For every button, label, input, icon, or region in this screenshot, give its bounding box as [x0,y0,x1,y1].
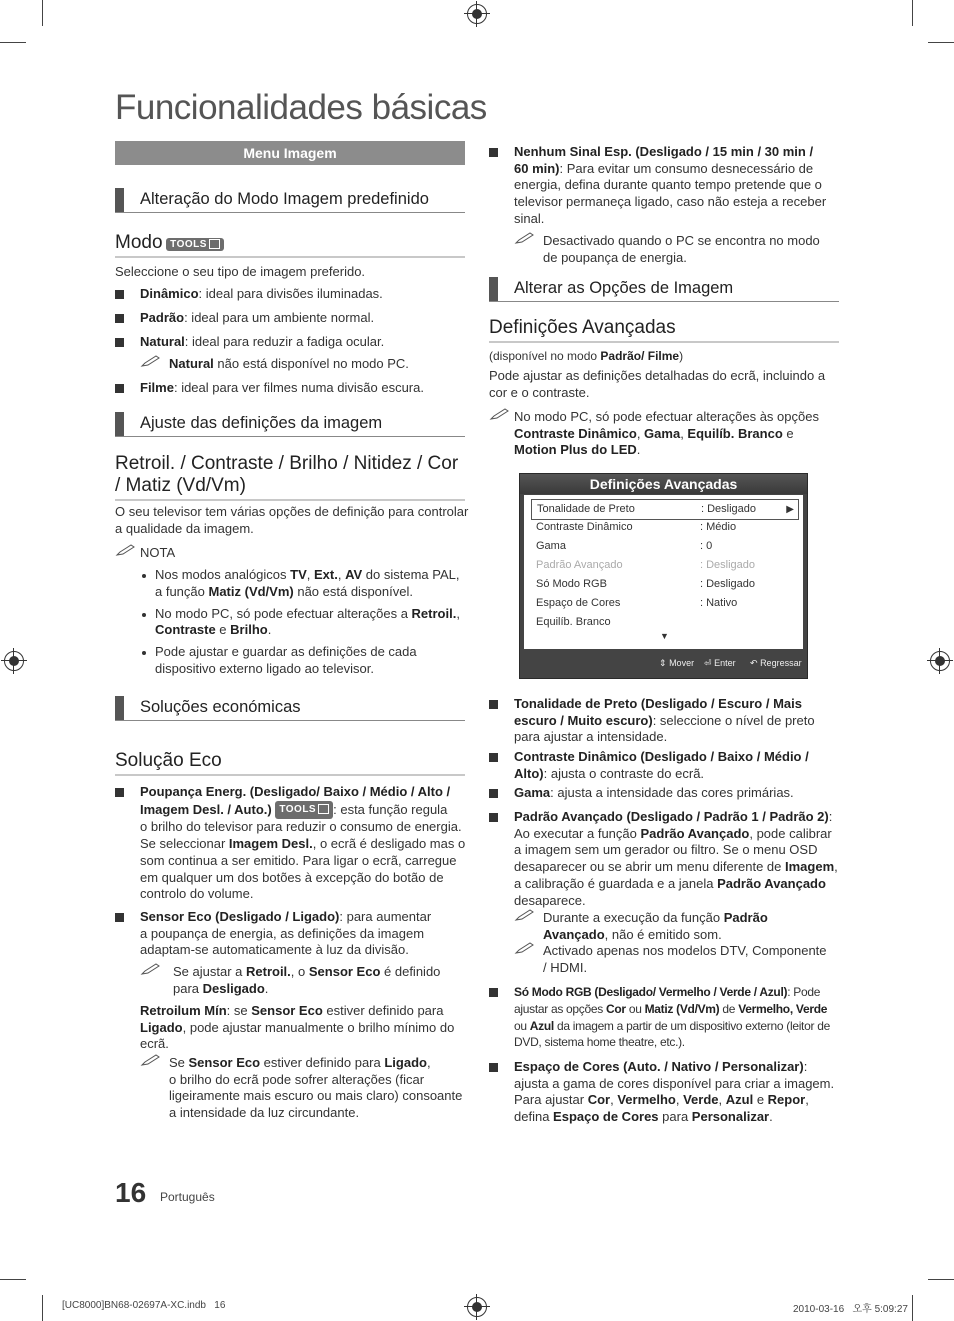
crop-mark [928,42,954,43]
osd-row[interactable]: Só Modo RGB : Desligado [536,578,756,590]
crop-mark [0,42,26,43]
bullet-icon [115,913,124,922]
language-label: Português [160,1190,215,1204]
osd-footer [520,651,807,675]
subheading-text: Ajuste das definições da imagem [140,414,383,432]
note-pencil-icon [514,231,536,245]
retroil-title-line2: / Matiz (Vd/Vm) [115,475,246,496]
osd-panel [524,495,803,649]
nota-item-1-line2: a função Matiz (Vd/Vm) não está disponível. [155,584,413,599]
nota-item-3-line2: dispositivo externo ligado ao televisor. [155,661,374,676]
bullet-icon [489,1063,498,1072]
nota-item-3: Pode ajustar e guardar as definições de cada [155,644,417,659]
bullet-icon [115,338,124,347]
note-pencil-icon [489,407,511,421]
osd-row[interactable]: Gama : 0 [536,540,713,552]
note-pencil-icon [140,1053,162,1067]
move-icon: ⇕ [659,658,667,668]
retroilum-min: Retroilum Mín: se Sensor Eco estiver definido para Ligado, pode ajustar manualmente o brilho mínimo do ecrã. [140,1003,455,1052]
contraste-item: Contraste Dinâmico (Desligado / Baixo / Médio / Alto): ajusta o contraste do ecrã. [514,749,809,781]
retroil-title-line1: Retroil. / Contraste / Brilho / Nitidez / Cor [115,453,459,474]
subheading-text: Alteração do Modo Imagem predefinido [140,190,429,208]
retroil-intro-line1: O seu televisor tem várias opções de definição para controlar [115,504,469,519]
retroil-heading [115,453,465,501]
crop-mark [42,0,43,26]
bullet-icon [489,813,498,822]
bullet-icon [115,384,124,393]
subheading-bar [115,696,124,720]
note-pencil-icon [115,543,137,557]
enter-hint: ⏎ Enter [704,658,736,668]
crop-mark [912,1295,913,1321]
registration-mark-icon [930,651,950,671]
registration-mark-icon [4,651,24,671]
osd-header: Definições Avançadas [520,474,807,494]
registration-mark-icon [467,4,487,24]
subheading-alteracao [115,188,465,213]
modo-title: Modo [115,232,163,253]
list-item: Natural: ideal para reduzir a fadiga ocular. [140,334,385,349]
bullet-dot-icon [142,651,146,655]
subheading-alterar [489,277,839,302]
osd-menu-screenshot [519,473,808,679]
sensor-eco-item: Sensor Eco (Desligado / Ligado): para aumentar a poupança de energia, as definições da imagem adaptam-se automaticamente à luz da divisão. [140,909,432,958]
modo-intro: Seleccione o seu tipo de imagem preferido. [115,264,366,279]
list-item: Filme: ideal para ver filmes numa divisão escura. [140,380,424,395]
bullet-icon [115,290,124,299]
osd-row-selected[interactable]: Tonalidade de Preto : Desligado ▶ [531,499,799,520]
eco-heading [115,750,465,776]
back-hint: ↶ Regressar [750,658,802,668]
bullet-dot-icon [142,574,146,578]
subheading-bar [115,412,124,436]
bullet-dot-icon [142,613,146,617]
subheading-bar [115,188,124,212]
nota-item-1: Nos modos analógicos TV, Ext., AV do sistema PAL, [155,567,460,582]
poupanca-item: Poupança Energ. (Desligado/ Baixo / Médio / Alto / Imagem Desl. / Auto.) TOOLS : esta função regula o brilho do televisor para reduzir o consumo de energia. Se seleccionar Imagem Desl., o ecrã é desligado mas o som continua a ser emitido. Para ligar o ecrã, carregue em qualquer um dos botões à excepção do botão de controlo do volume. [140,784,466,902]
modo-heading [115,232,465,258]
page-title: Funcionalidades básicas [115,88,487,127]
avancadas-note: No modo PC, só pode efectuar alterações às opções Contraste Dinâmico, Gama, Equilíb. Branco e Motion Plus do LED. [514,409,819,458]
so-modo-rgb-item: Só Modo RGB (Desligado/ Vermelho / Verde / Azul): Pode ajustar as opções Cor ou Matiz (Vd/Vm) de Vermelho, Verde ou Azul da imagem a partir de um dispositivo externo (leitor de DVD, sistema home theatre, etc.). [514,985,830,1050]
tools-label: TOOLS [170,239,207,251]
tools-button-icon: TOOLS [275,801,333,820]
bullet-icon [489,148,498,157]
avancadas-availability: (disponível no modo Padrão/ Filme) [489,349,684,363]
print-date: 2010-03-16 오후 5:09:27 [793,1304,908,1315]
move-hint: ⇕ Mover [659,658,695,668]
osd-row[interactable]: Contraste Dinâmico : Médio [536,521,737,533]
note-pencil-icon [514,908,536,922]
subheading-text: Alterar as Opções de Imagem [514,279,734,297]
note-pencil-icon [140,354,162,368]
bullet-icon [115,314,124,323]
tools-button-icon [166,238,224,251]
subheading-bar [489,277,498,301]
avancadas-heading [489,317,839,343]
padrao-avancado-item: Padrão Avançado (Desligado / Padrão 1 / Padrão 2): Ao executar a função Padrão Avançado, pode calibrar a imagem sem um gerador ou filtro. Se o menu OSD desaparecer ou se abrir um menu diferente de Imagem, a calibração é guardada e a janela Padrão Avançado desaparece. [514,809,838,908]
nota-label: NOTA [140,545,176,560]
subheading-text: Soluções económicas [140,698,301,716]
nenhum-sinal-note: Desactivado quando o PC se encontra no modo de poupança de energia. [543,233,820,265]
page-number: 16 [115,1177,147,1208]
osd-row-disabled: Padrão Avançado : Desligado [536,559,756,571]
list-item: Padrão: ideal para um ambiente normal. [140,310,375,325]
avancadas-title: Definições Avançadas [489,317,676,338]
sensor-eco-note: Se ajustar a Retroil., o Sensor Eco é definido para Desligado. [173,964,441,996]
nenhum-sinal-item: Nenhum Sinal Esp. (Desligado / 15 min / 30 min / 60 min): Para evitar um consumo desnecessário de energia, defina durante quanto tempo pretende que o televisor permaneça ligado, caso não esteja a receber sinal. [514,144,827,226]
subheading-ajuste [115,412,465,437]
crop-mark [42,1295,43,1321]
menu-bar: Menu Imagem [115,141,465,165]
nota-item-2-line2: Contraste e Brilho. [155,622,272,637]
eco-title: Solução Eco [115,750,222,771]
osd-row[interactable]: Equilíb. Branco [536,616,611,628]
espaco-cores-item: Espaço de Cores (Auto. / Nativo / Personalizar): ajusta a gama de cores disponível para criar a imagem. Para ajustar Cor, Vermelho, Verde, Azul e Repor, defina Espaço de Cores para Personalizar. [514,1059,835,1125]
osd-row[interactable]: Espaço de Cores : Nativo [536,597,738,609]
right-arrow-icon: ▶ [786,504,794,515]
tonalidade-item: Tonalidade de Preto (Desligado / Escuro / Mais escuro / Muito escuro): seleccione o nível de preto para ajustar a intensidade. [514,696,815,745]
retroilum-note: Se Sensor Eco estiver definido para Ligado, o brilho do ecrã pode sofrer alterações (ficar ligeiramente mais escuro ou mais claro) consoante a intensidade da luz circundante. [169,1055,463,1121]
enter-icon: ⏎ [704,658,712,668]
file-info: [UC8000]BN68-02697A-XC.indb 16 [62,1300,226,1311]
crop-mark [912,0,913,26]
bullet-icon [489,700,498,709]
return-icon: ↶ [750,658,758,668]
nota-item-2: No modo PC, só pode efectuar alterações a Retroil., [155,606,460,621]
list-item: Dinâmico: ideal para divisões iluminadas. [140,286,383,301]
note-text: Natural não está disponível no modo PC. [169,356,409,371]
note-pencil-icon [514,941,536,955]
crop-mark [0,1279,26,1280]
bullet-icon [489,988,498,997]
padrao-avancado-note2: Activado apenas nos modelos DTV, Componente / HDMI. [543,943,827,975]
gama-item: Gama: ajusta a intensidade das cores primárias. [514,785,794,800]
bullet-icon [115,788,124,797]
avancadas-intro: Pode ajustar as definições detalhadas do ecrã, incluindo a cor e o contraste. [489,368,826,400]
subheading-solucoes [115,696,465,721]
crop-mark [928,1279,954,1280]
note-pencil-icon [140,962,162,976]
registration-mark-icon [467,1297,487,1317]
bullet-icon [489,753,498,762]
padrao-avancado-note1: Durante a execução da função Padrão Avançado, não é emitido som. [543,910,768,942]
retroil-intro-line2: a qualidade da imagem. [115,521,254,536]
scroll-down-icon: ▼ [660,631,669,641]
bullet-icon [489,789,498,798]
